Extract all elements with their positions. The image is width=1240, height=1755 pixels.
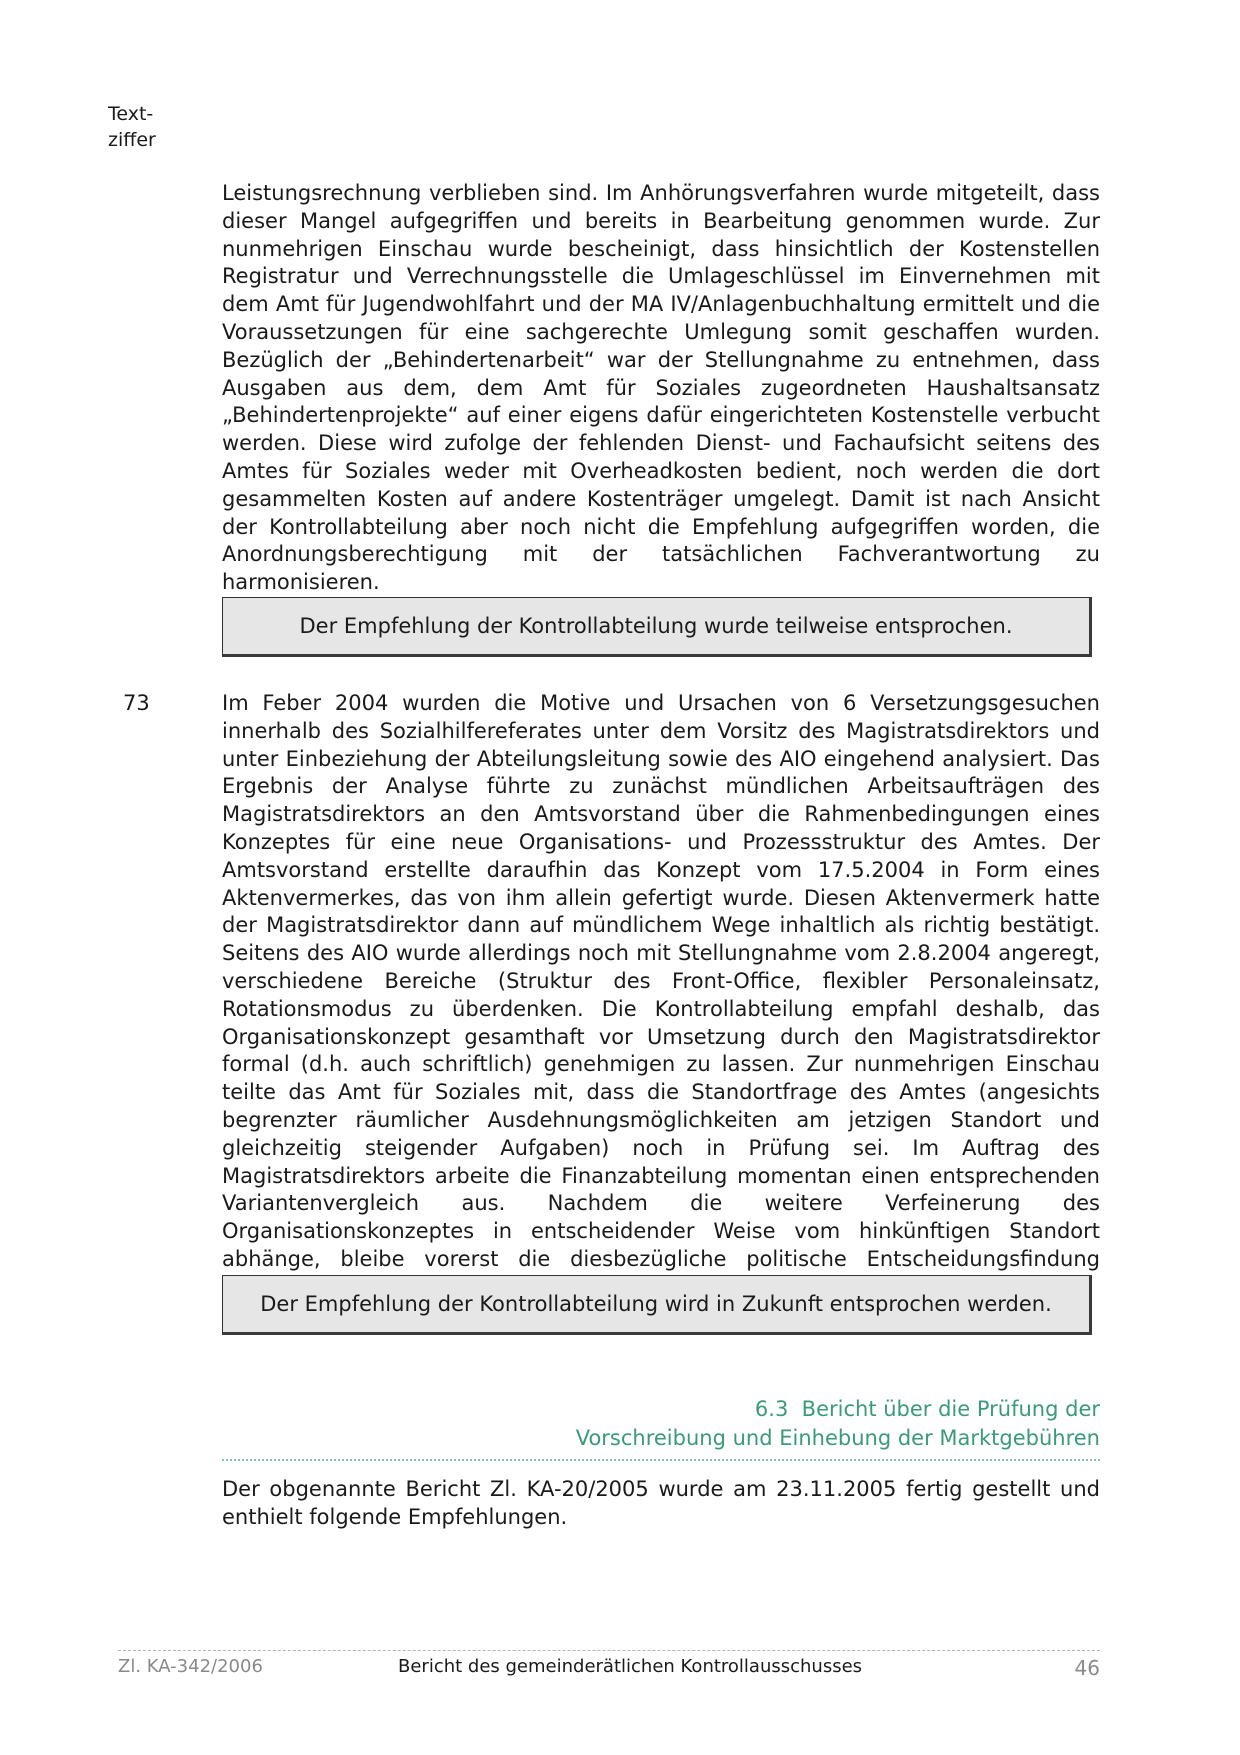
recommendation-box-partial [222, 597, 1092, 657]
section-heading-line-1: 6.3 Bericht über die Prüfung der [754, 1397, 1100, 1421]
section-heading [576, 1395, 1100, 1453]
margin-label-line-2: ziffer [108, 129, 156, 151]
recommendation-box-future [222, 1275, 1092, 1335]
page-number: 46 [1074, 1656, 1100, 1680]
paragraph-section-intro: Der obgenannte Bericht Zl. KA-20/2005 wurde am 23.11.2005 fertig gestellt und enthielt folgende Empfehlungen. [222, 1477, 1100, 1529]
margin-label-line-1: Text- [108, 103, 154, 125]
section-heading-line-2: Vorschreibung und Einhebung der Marktgebühren [575, 1426, 1100, 1450]
paragraph-item-73: Im Feber 2004 wurden die Motive und Ursachen von 6 Versetzungsgesuchen innerhalb des Sozialhilfereferates unter dem Vorsitz des Magistratsdirektors und unter Einbeziehung der Abteilungsleitung sowie des AIO eingehend analysiert. Das Ergebnis der Analyse führte zu zunächst mündlichen Arbeitsaufträgen des Magistratsdirektors an den Amtsvorstand über die Rahmenbedingungen eines Konzeptes für eine neue Organisations- und Prozessstruktur des Amtes. Der Amtsvorstand erstellte daraufhin das Konzept vom 17.5.2004 in Form eines Aktenvermerkes, das von ihm allein gefertigt wurde. Diesen Aktenvermerk hatte der Magistratsdirektor dann auf mündlichem Wege inhaltlich als richtig bestätigt. Seitens des AIO wurde allerdings noch mit Stellungnahme vom 2.8.2004 angeregt, verschiedene Bereiche (Struktur des Front-Office, flexibler Personaleinsatz, Rotationsmodus zu überdenken. Die Kontrollabteilung empfahl deshalb, das Organisationskonzept gesamthaft vor Umsetzung durch den Magistratsdirektor formal (d.h. auch schriftlich) genehmigen zu lassen. Zur nunmehrigen Einschau teilte das Amt für Soziales mit, dass die Standortfrage des Amtes (angesichts begrenzter räumlicher Ausdehnungsmöglichkeiten am jetzigen Standort und gleichzeitig steigender Aufgaben) noch in Prüfung sei. Im Auftrag des Magistratsdirektors arbeite die Finanzabteilung momentan einen entsprechenden Variantenvergleich aus. Nachdem die weitere Verfeinerung des Organisationskonzeptes in entscheidender Weise vom hinkünftigen Standort abhänge, bleibe vorerst die diesbezügliche politische Entscheidungsfindung [222, 691, 1100, 1271]
section-divider [222, 1459, 1100, 1461]
footer-divider [118, 1650, 1100, 1651]
margin-label [108, 101, 156, 153]
recommendation-box-text: Der Empfehlung der Kontrollabteilung wurde teilweise entsprochen. [299, 614, 1013, 638]
paragraph-number: 73 [123, 691, 150, 715]
paragraph-continuation: Leistungsrechnung verblieben sind. Im Anhörungsverfahren wurde mitgeteilt, dass dieser Mangel aufgegriffen und bereits in Bearbeitung genommen wurde. Zur nunmehrigen Einschau wurde bescheinigt, dass hinsichtlich der Kostenstellen Registratur und Verrechnungsstelle die Umlageschlüssel im Einvernehmen mit dem Amt für Jugendwohlfahrt und der MA IV/Anlagenbuchhaltung ermittelt und die Voraussetzungen für eine sachgerechte Umlegung somit geschaffen wurden. Bezüglich der „Behindertenarbeit“ war der Stellungnahme zu entnehmen, dass Ausgaben aus dem, dem Amt für Soziales zugeordneten Haushaltsansatz „Behindertenprojekte“ auf einer eigens dafür eingerichteten Kostenstelle verbucht werden. Diese wird zufolge der fehlenden Dienst- und Fachaufsicht seitens des Amtes für Soziales weder mit Overheadkosten bedient, noch werden die dort gesammelten Kosten auf andere Kostenträger umgelegt. Damit ist nach Ansicht der Kontrollabteilung aber noch nicht die Empfehlung aufgegriffen worden, die Anordnungsberechtigung mit der tatsächlichen Fachverantwortung zu harmonisieren. [222, 181, 1100, 595]
recommendation-box-text: Der Empfehlung der Kontrollabteilung wird in Zukunft entsprochen werden. [260, 1292, 1052, 1316]
footer-reference: Zl. KA-342/2006 [118, 1656, 263, 1677]
footer-title: Bericht des gemeinderätlichen Kontrollausschusses [398, 1656, 863, 1677]
